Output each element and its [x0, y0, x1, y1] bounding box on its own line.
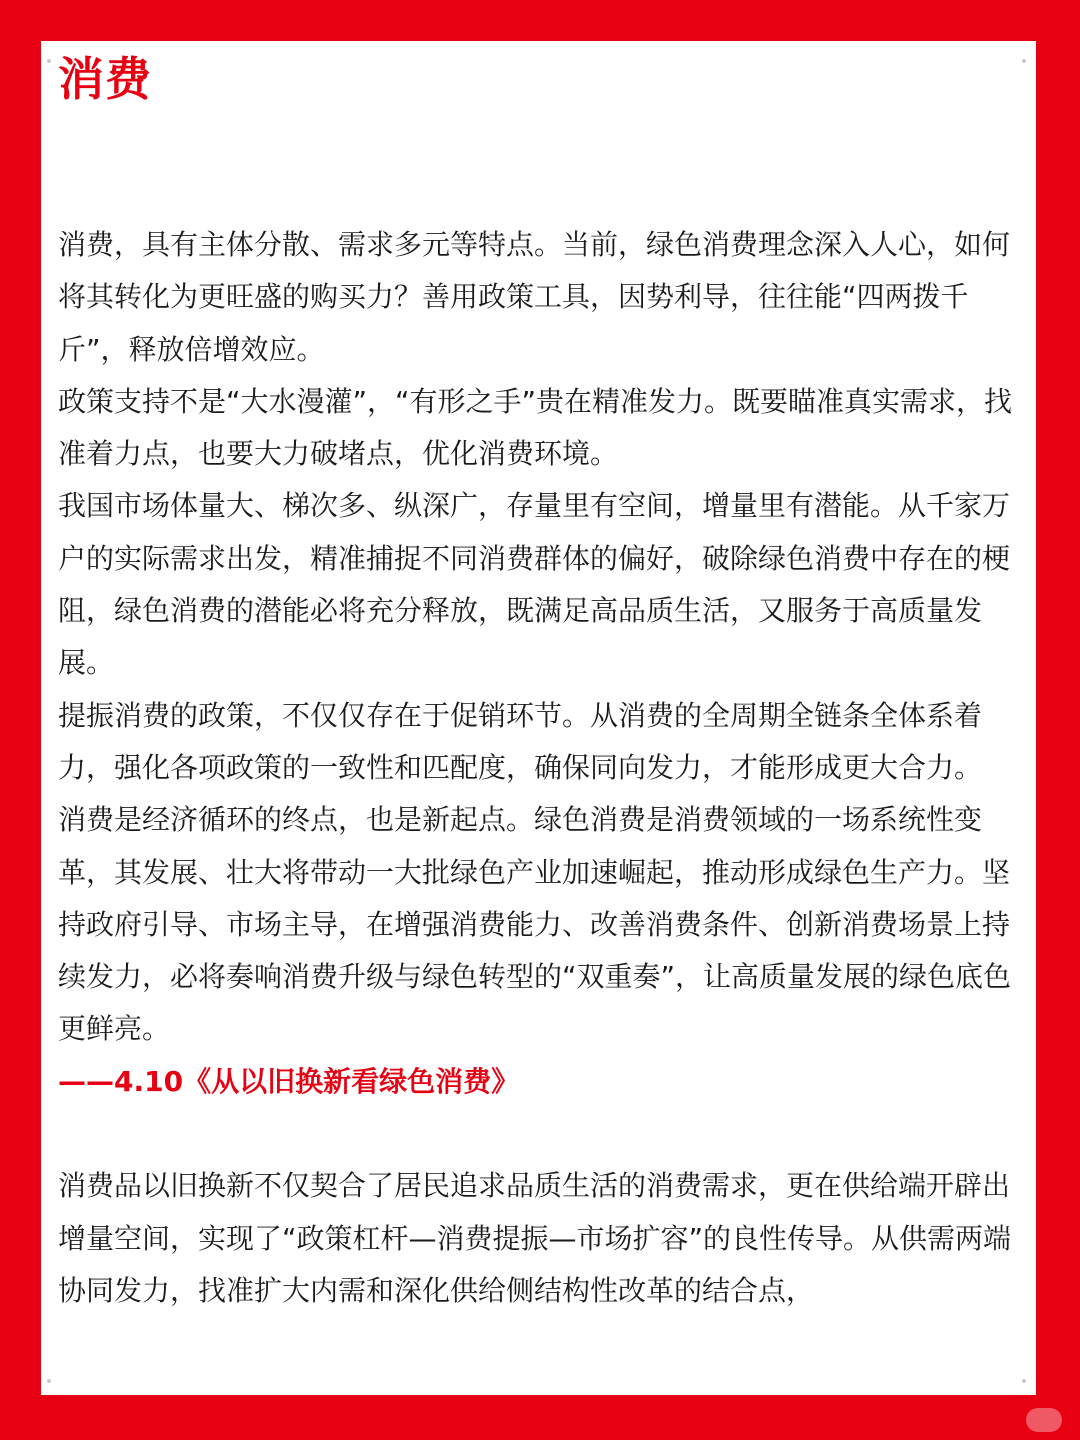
paragraph: 消费，具有主体分散、需求多元等特点。当前，绿色消费理念深入人心，如何将其转化为更旺盛的购买力？善用政策工具，因势利导，往往能“四两拨千斤”，释放倍增效应。: [58, 228, 1011, 366]
corner-dot-top-left: [47, 59, 51, 63]
paragraph: 提振消费的政策，不仅仅存在于促销环节。从消费的全周期全链条全体系着力，强化各项政策的一致性和匹配度，确保同向发力，才能形成更大合力。: [58, 698, 983, 784]
corner-dot-top-right: [1022, 59, 1026, 63]
source-citation: ——4.10《从以旧换新看绿色消费》: [58, 1064, 520, 1098]
paragraph: 政策支持不是“大水漫灌”，“有形之手”贵在精准发力。既要瞄准真实需求，找准着力点，也要大力破堵点，优化消费环境。: [58, 384, 1013, 471]
watermark-logo: [1026, 1408, 1062, 1432]
paragraph: 消费是经济循环的终点，也是新起点。绿色消费是消费领域的一场系统性变革，其发展、壮大将带动一大批绿色产业加速崛起，推动形成绿色生产力。坚持政府引导、市场主导，在增强消费能力、改善消费条件、创新消费场景上持续发力，必将奏响消费升级与绿色转型的“双重奏”，让高质量发展的绿色底色更鲜亮。: [58, 803, 1012, 1046]
paragraph-spacer: [58, 1108, 1020, 1160]
page-title: 消费: [58, 52, 152, 106]
paragraph: 我国市场体量大、梯次多、纵深广，存量里有空间，增量里有潜能。从千家万户的实际需求出发，精准捕捉不同消费群体的偏好，破除绿色消费中存在的梗阻，绿色消费的潜能必将充分释放，既满足高品质生活，又服务于高质量发展。: [58, 489, 1011, 680]
content-card: [41, 41, 1036, 1395]
paragraph: 消费品以旧换新不仅契合了居民追求品质生活的消费需求，更在供给端开辟出增量空间，实现了“政策杠杆—消费提振—市场扩容”的良性传导。从供需两端协同发力，找准扩大内需和深化供给侧结构性改革的结合点，: [58, 1169, 1012, 1307]
corner-dot-bottom-left: [47, 1379, 51, 1383]
article-body: [58, 219, 1020, 1317]
corner-dot-bottom-right: [1022, 1379, 1026, 1383]
